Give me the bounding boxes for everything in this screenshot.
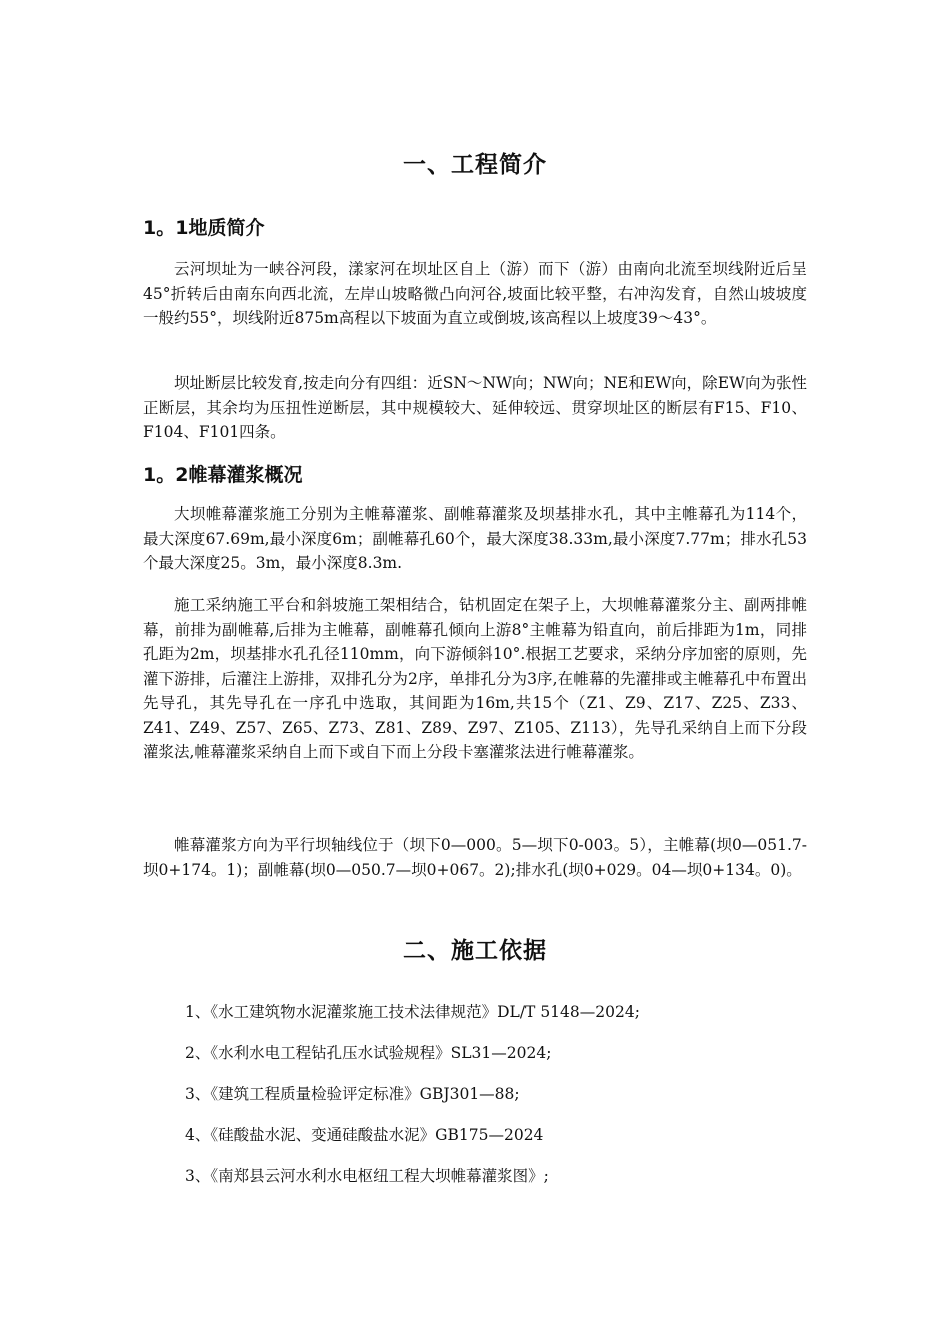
paragraph-grouting-1: 大坝帷幕灌浆施工分别为主帷幕灌浆、副帷幕灌浆及坝基排水孔，其中主帷幕孔为114个，最大深度67.69m,最小深度6m；副帷幕孔60个，最大深度38.33m,最小深度7.77m；排水孔53个最大深度25。3m，最小深度8.3m. bbox=[143, 505, 807, 572]
subsection-title-grouting: 1。2帷幕灌浆概况 bbox=[143, 464, 303, 486]
section-title-overview: 一、工程简介 bbox=[403, 152, 547, 178]
reference-item-3: 3、《建筑工程质量检验评定标准》GBJ301—88; bbox=[185, 1085, 520, 1103]
reference-item-1: 1、《水工建筑物水泥灌浆施工技术法律规范》DL/T 5148—2024; bbox=[185, 1003, 640, 1021]
paragraph-grouting-2: 施工采纳施工平台和斜坡施工架相结合，钻机固定在架子上，大坝帷幕灌浆分主、副两排帷幕，前排为副帷幕,后排为主帷幕，副帷幕孔倾向上游8°主帷幕为铅直向，前后排距为1m，同排孔距为2m，坝基排水孔孔径110mm，向下游倾斜10°.根据工艺要求，采纳分序加密的原则，先灌下游排，后灌注上游排，双排孔分为2序，单排孔分为3序,在帷幕的先灌排或主帷幕孔中布置出先导孔，其先导孔在一序孔中选取，其间距为16m,共15个（Z1、Z9、Z17、Z25、Z33、Z41、Z49、Z57、Z65、Z73、Z81、Z89、Z97、Z105、Z113），先导孔采纳自上而下分段灌浆法,帷幕灌浆采纳自上而下或自下而上分段卡塞灌浆法进行帷幕灌浆。 bbox=[143, 596, 807, 761]
section-title-basis: 二、施工依据 bbox=[403, 938, 547, 964]
reference-item-2: 2、《水利水电工程钻孔压水试验规程》SL31—2024; bbox=[185, 1044, 552, 1062]
paragraph-geology-2: 坝址断层比较发育,按走向分有四组：近SN～NW向；NW向；NE和EW向，除EW向为张性正断层，其余均为压扭性逆断层，其中规模较大、延伸较远、贯穿坝址区的断层有F15、F10、F104、F101四条。 bbox=[143, 374, 807, 441]
subsection-title-geology: 1。1地质简介 bbox=[143, 217, 265, 239]
reference-item-4: 4、《硅酸盐水泥、变通硅酸盐水泥》GB175—2024 bbox=[185, 1126, 544, 1144]
paragraph-grouting-3: 帷幕灌浆方向为平行坝轴线位于（坝下0—000。5—坝下0-003。5），主帷幕(坝0—051.7-坝0+174。1)；副帷幕(坝0—050.7—坝0+067。2);排水孔(坝0+029。04—坝0+134。0)。 bbox=[143, 836, 807, 879]
reference-item-5: 3、《南郑县云河水利水电枢纽工程大坝帷幕灌浆图》; bbox=[185, 1167, 549, 1185]
paragraph-geology-1: 云河坝址为一峡谷河段，漾家河在坝址区自上（游）而下（游）由南向北流至坝线附近后呈45°折转后由南东向西北流，左岸山坡略微凸向河谷,坡面比较平整，右冲沟发育，自然山坡坡度一般约55°，坝线附近875m高程以下坡面为直立或倒坡,该高程以上坡度39～43°。 bbox=[143, 260, 807, 327]
